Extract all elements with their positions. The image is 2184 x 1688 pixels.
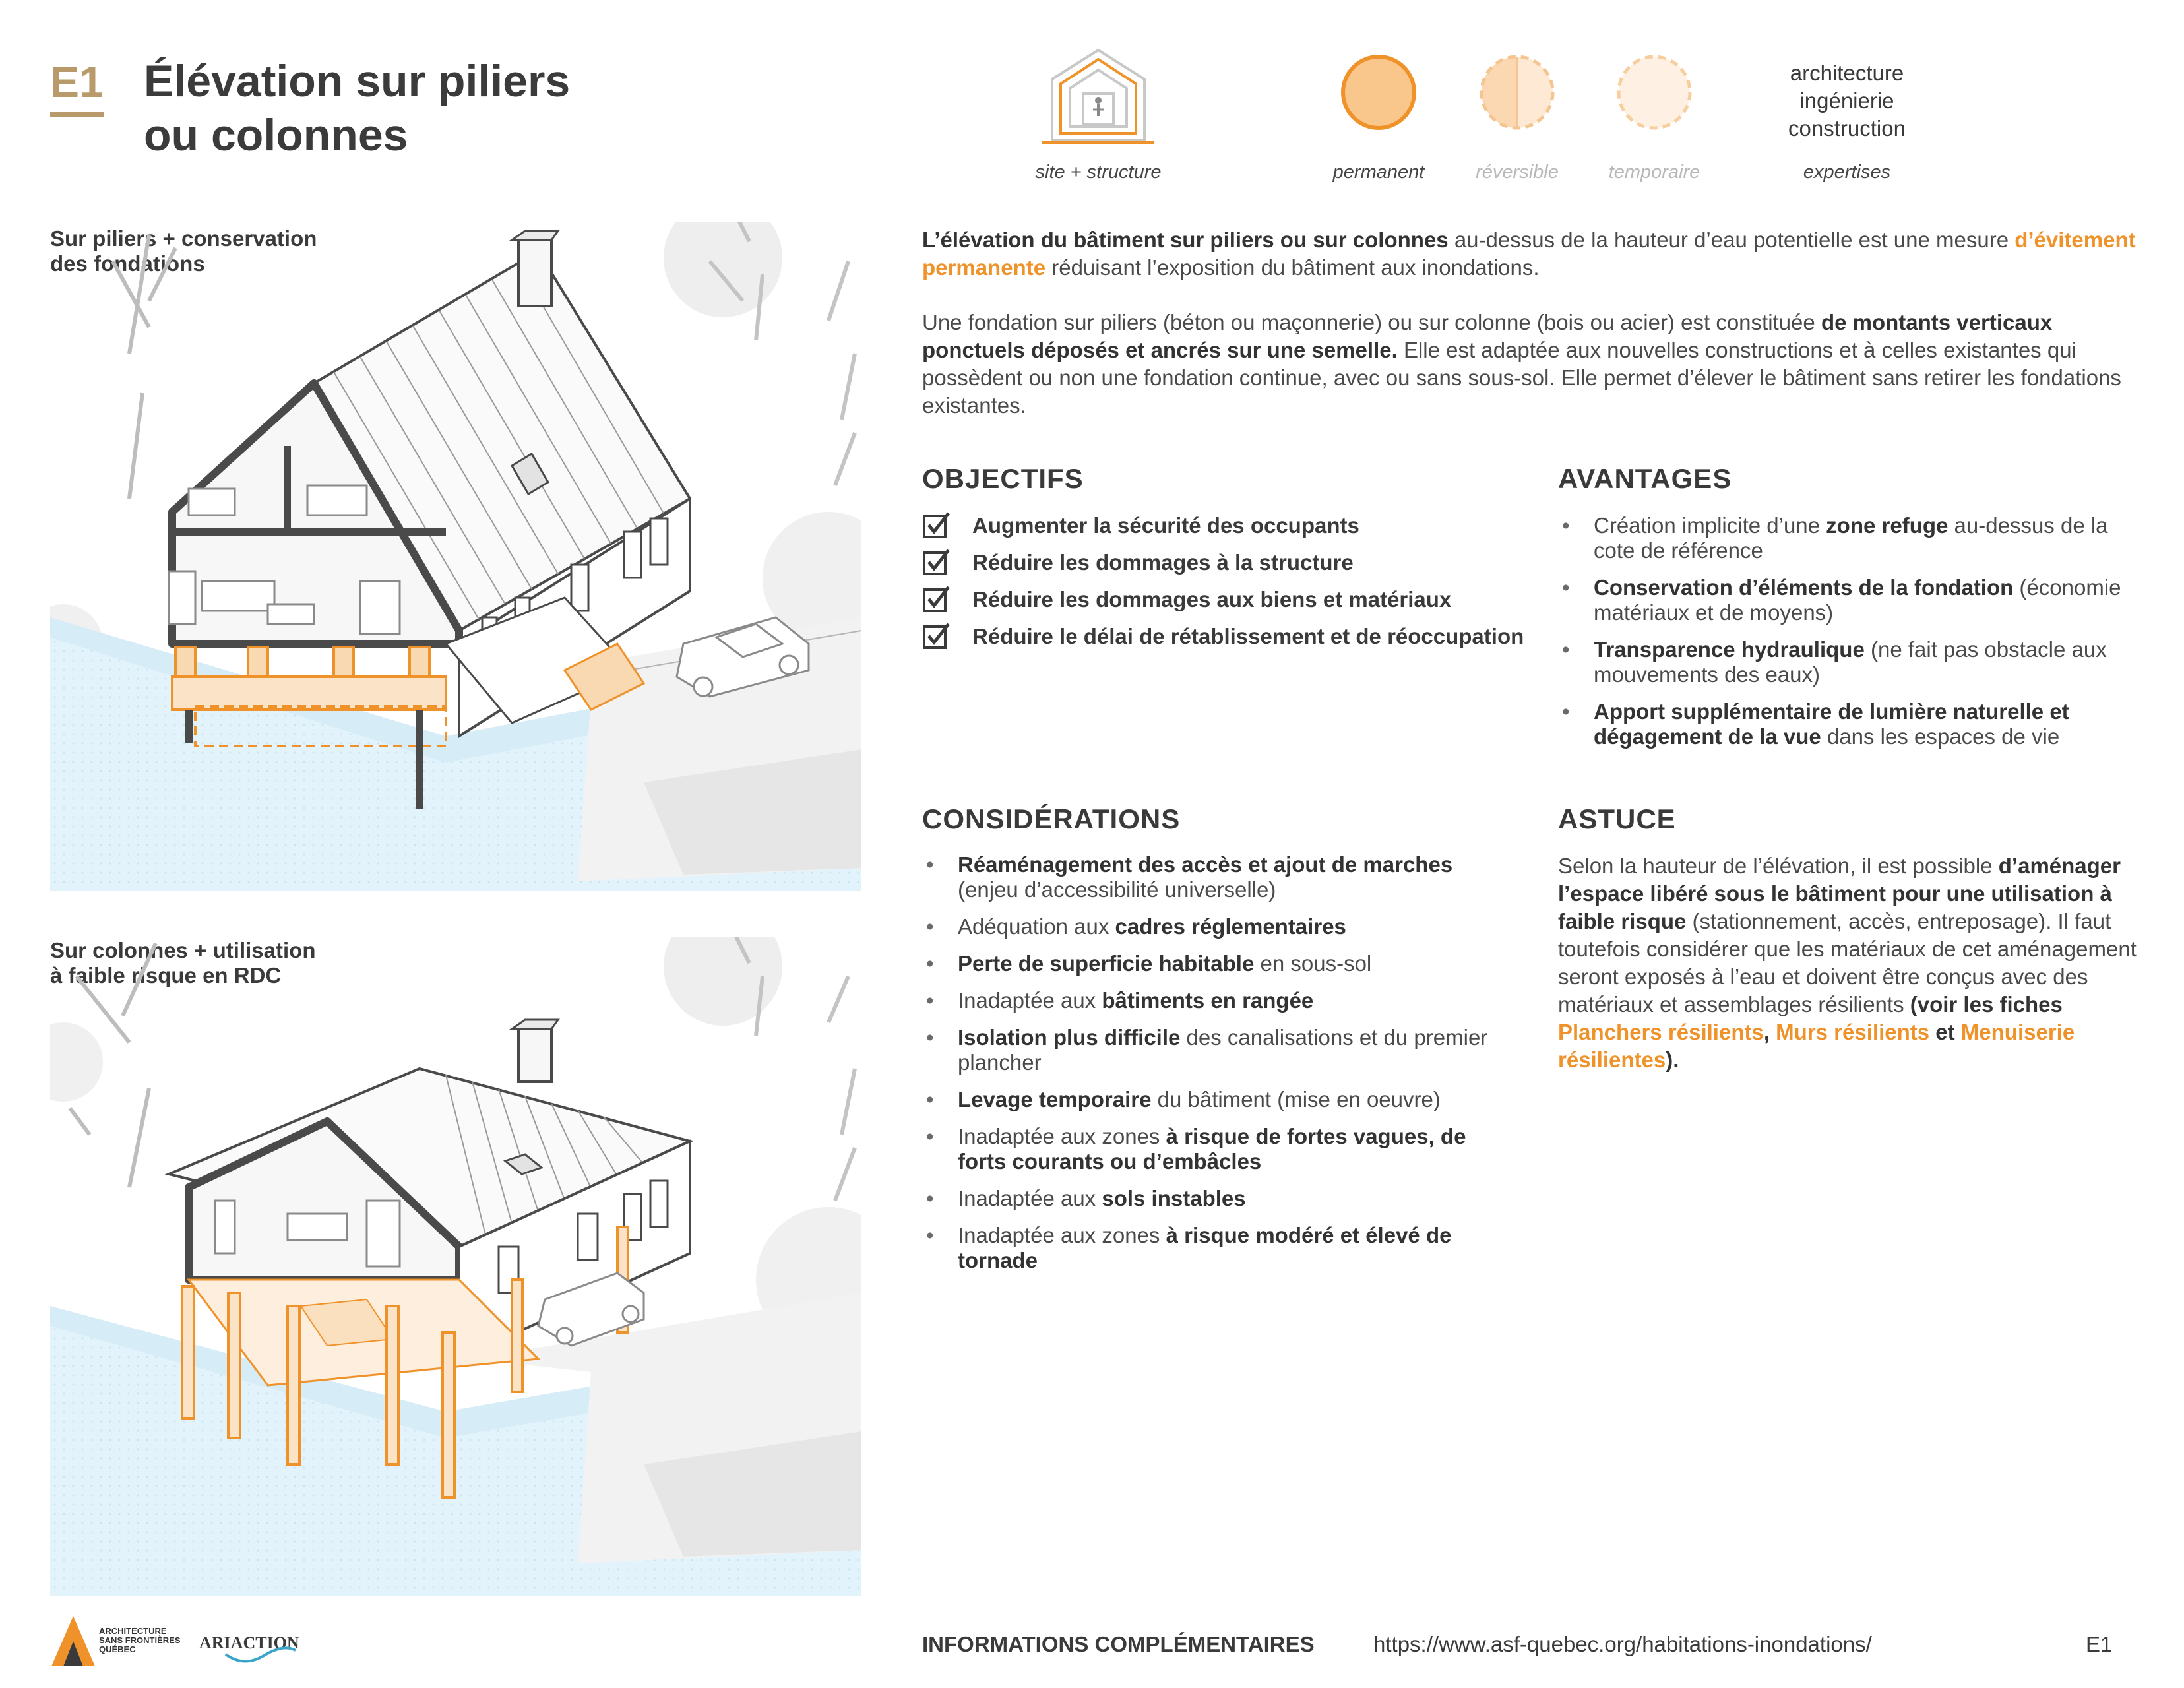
site-structure-icon	[1029, 47, 1168, 148]
illustration-top-label-line1: Sur piliers + conservation	[50, 226, 317, 251]
list-item	[922, 1025, 1516, 1075]
list-item	[922, 852, 1516, 902]
page-title	[144, 54, 570, 162]
asf-logo-text	[99, 1627, 181, 1654]
legend-reversible: réversible	[1476, 162, 1559, 183]
wave-icon	[224, 1646, 297, 1666]
consideration-bold: Réaménagement des accès et ajout de marches	[958, 852, 1453, 877]
objectifs-heading: OBJECTIFS	[922, 463, 1084, 494]
consideration-bold: Levage temporaire	[958, 1087, 1152, 1111]
objectif-text: Réduire les dommages à la structure	[972, 550, 1354, 575]
footer-label: INFORMATIONS COMPLÉMENTAIRES	[922, 1632, 1315, 1656]
bullet-icon: •	[926, 1223, 934, 1247]
astuce-paragraph	[1558, 852, 2148, 1074]
objectifs-list	[922, 513, 1529, 661]
bullet-icon: •	[1562, 575, 1570, 600]
list-item	[1558, 699, 2152, 749]
link-murs-resilients[interactable]: Murs résilients	[1776, 1020, 1930, 1044]
avantage-bold: Conservation d’éléments de la fondation	[1594, 575, 2014, 600]
consideration-bold: à risque de fortes vagues, de forts courants ou d’embâcles	[958, 1124, 1466, 1173]
checkbox-icon	[922, 511, 951, 540]
intro-p2-a: Une fondation sur piliers (béton ou maçonnerie) ou sur colonne (bois ou acier) est constituée	[922, 310, 1821, 334]
intro-paragraph-1	[922, 226, 2149, 282]
link-planchers-resilients[interactable]: Planchers résilients	[1558, 1020, 1764, 1044]
asf-logo-line1: ARCHITECTURE	[99, 1626, 167, 1636]
list-item	[922, 1087, 1516, 1112]
astuce-bold-2: (voir les fiches	[1910, 992, 2063, 1016]
title-line-1: Élévation sur piliers	[144, 56, 571, 106]
expertise-architecture: architecture	[1790, 61, 1904, 85]
asf-logo-icon	[50, 1615, 96, 1668]
permanent-icon	[1339, 53, 1418, 132]
astuce-text-a: Selon la hauteur de l’élévation, il est possible	[1558, 854, 1999, 878]
checkbox-icon	[922, 621, 951, 650]
checkbox-icon	[922, 547, 951, 577]
bullet-icon: •	[1562, 513, 1570, 538]
legend-temporaire: temporaire	[1608, 162, 1700, 183]
consideration-post: du bâtiment (mise en oeuvre)	[1151, 1087, 1441, 1111]
list-item	[922, 1124, 1516, 1174]
avantage-post: (ne fait pas obstacle aux mouvements des eaux)	[1594, 637, 2107, 687]
intro-p2-bold: de montants verticaux ponctuels déposés et ancrés sur une semelle.	[922, 310, 2053, 362]
list-item	[922, 550, 1529, 575]
illustration-bottom-label-line2: à faible risque en RDC	[50, 963, 282, 987]
avantage-post: dans les espaces de vie	[1821, 724, 2060, 749]
astuce-text-b: (stationnement, accès, entreposage). Il faut toutefois considérer que les matériaux de cet aménagement seront exposés à l’eau et doivent être conçus avec des matériaux et assemblages résilients	[1558, 909, 2137, 1016]
avantage-post: au-dessus de la cote de référence	[1594, 513, 2108, 563]
asf-logo-line2: SANS FRONTIÈRES	[99, 1635, 181, 1645]
house-on-columns-illustration	[50, 937, 861, 1596]
list-item	[922, 587, 1529, 612]
list-item	[922, 914, 1516, 939]
checkbox-icon	[922, 584, 951, 613]
list-item	[922, 624, 1529, 649]
intro-p1-bold: L’élévation du bâtiment sur piliers ou sur colonnes	[922, 228, 1449, 252]
list-item	[922, 1223, 1516, 1273]
expertise-ingenierie: ingénierie	[1799, 88, 1894, 113]
consideration-pre: Inadaptée aux	[958, 988, 1102, 1013]
astuce-comma: ,	[1763, 1020, 1776, 1044]
bullet-icon: •	[926, 951, 934, 976]
house-on-piers-illustration	[50, 222, 861, 891]
footer-url-link[interactable]: https://www.asf-quebec.org/habitations-inondations/	[1373, 1632, 1872, 1656]
temporaire-icon	[1615, 53, 1694, 132]
intro-p1-b: réduisant l’exposition du bâtiment aux inondations.	[1045, 255, 1540, 280]
bullet-icon: •	[926, 914, 934, 939]
consideration-bold: Isolation plus difficile	[958, 1025, 1181, 1049]
sheet-code: E1	[50, 57, 104, 106]
consideration-bold: sols instables	[1102, 1186, 1246, 1210]
bullet-icon: •	[926, 1124, 934, 1148]
intro-p2-b: Elle est adaptée aux nouvelles constructions et à celles existantes qui possèdent ou non une fondation continue, avec ou sans sous-sol. Elle permet d’élever le bâtiment sans retirer les fondations existantes.	[922, 338, 2121, 418]
consideration-pre: Inadaptée aux zones	[958, 1124, 1166, 1148]
list-item	[922, 513, 1529, 538]
avantages-heading: AVANTAGES	[1558, 463, 1732, 494]
avantage-post: (économie matériaux et de moyens)	[1594, 575, 2121, 625]
intro-paragraph-2	[922, 309, 2149, 420]
legend-permanent: permanent	[1332, 162, 1425, 183]
bullet-icon: •	[926, 1186, 934, 1210]
consideration-pre: Inadaptée aux	[958, 1186, 1102, 1210]
illustration-bottom-label-line1: Sur colonnes + utilisation	[50, 938, 316, 962]
astuce-end: ).	[1666, 1047, 1679, 1072]
asf-logo-line3: QUÉBEC	[99, 1644, 136, 1654]
bullet-icon: •	[1562, 699, 1570, 724]
bullet-icon: •	[926, 852, 934, 877]
expertise-construction: construction	[1788, 116, 1906, 141]
consideration-bold: Perte de superficie habitable	[958, 951, 1255, 976]
avantage-bold: Apport supplémentaire de lumière naturelle et dégagement de la vue	[1594, 699, 2069, 749]
list-item	[1558, 637, 2152, 687]
code-underline	[50, 112, 104, 117]
intro-p1-a: au-dessus de la hauteur d’eau potentielle est une mesure	[1448, 228, 2015, 252]
objectif-text: Réduire le délai de rétablissement et de réoccupation	[972, 624, 1524, 648]
list-item	[922, 988, 1516, 1013]
page-number: E1	[2086, 1632, 2113, 1656]
astuce-et: et	[1929, 1020, 1961, 1044]
astuce-heading: ASTUCE	[1558, 803, 1676, 834]
list-item	[1558, 575, 2152, 625]
consideration-bold: à risque modéré et élevé de tornade	[958, 1223, 1452, 1272]
ariaction-logo: ARIACTION	[199, 1633, 299, 1652]
consideration-pre: Adéquation aux	[958, 914, 1115, 939]
list-item	[1558, 513, 2152, 563]
list-item	[922, 1186, 1516, 1211]
bullet-icon: •	[926, 1087, 934, 1111]
list-item	[922, 951, 1516, 976]
reversible-icon	[1478, 53, 1557, 132]
consideration-bold: cadres réglementaires	[1115, 914, 1346, 939]
title-line-2: ou colonnes	[144, 110, 408, 160]
illustration-top-label-line2: des fondations	[50, 251, 205, 276]
avantage-bold: zone refuge	[1826, 513, 1949, 538]
avantage-pre: Création implicite d’une	[1594, 513, 1826, 538]
legend-expertises: expertises	[1803, 162, 1891, 183]
consideration-bold: bâtiments en rangée	[1102, 988, 1314, 1013]
bullet-icon: •	[926, 988, 934, 1013]
legend-site-structure: site + structure	[1035, 162, 1162, 183]
expertise-list	[1741, 59, 1952, 142]
objectif-text: Augmenter la sécurité des occupants	[972, 513, 1359, 538]
avantage-bold: Transparence hydraulique	[1594, 637, 1865, 662]
considerations-list	[922, 852, 1516, 1285]
avantages-list	[1558, 513, 2152, 761]
consideration-post: en sous-sol	[1254, 951, 1372, 976]
bullet-icon: •	[1562, 637, 1570, 662]
link-menuiserie-resilientes[interactable]: Menuiserie résilientes	[1558, 1020, 2075, 1072]
considerations-heading: CONSIDÉRATIONS	[922, 803, 1181, 834]
bullet-icon: •	[926, 1025, 934, 1049]
consideration-post: des canalisations et du premier plancher	[958, 1025, 1488, 1075]
objectif-text: Réduire les dommages aux biens et matériaux	[972, 587, 1452, 611]
astuce-bold-1: d’aménager l’espace libéré sous le bâtiment pour une utilisation à faible risque	[1558, 854, 2121, 933]
intro-p1-orange: d’évitement permanente	[922, 228, 2136, 280]
consideration-post: (enjeu d’accessibilité universelle)	[958, 877, 1276, 902]
consideration-pre: Inadaptée aux zones	[958, 1223, 1166, 1247]
